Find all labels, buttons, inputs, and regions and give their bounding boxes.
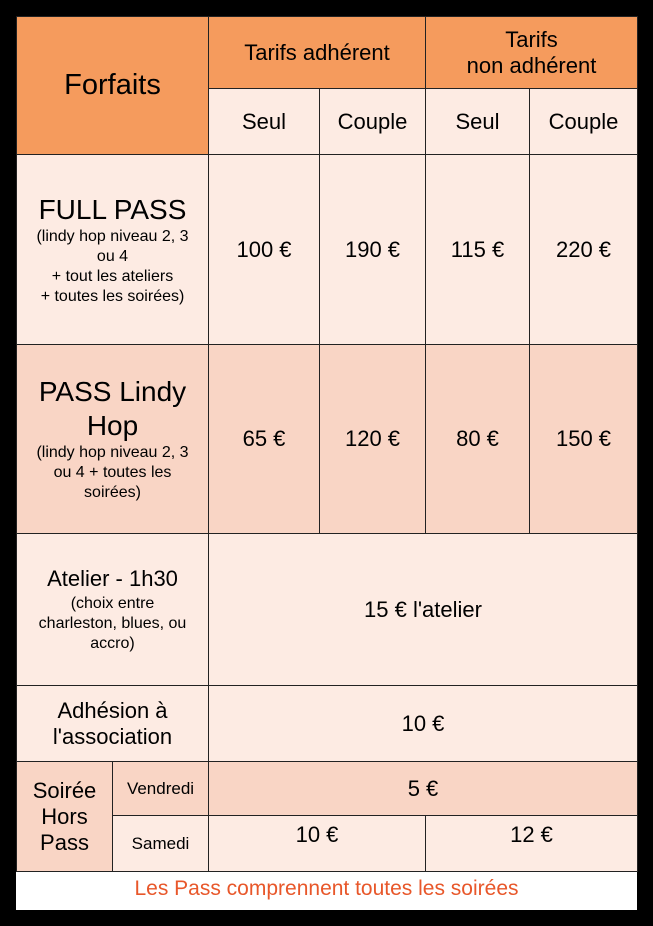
row-soiree-vendredi <box>17 762 638 816</box>
header-adherent-couple: Couple <box>320 89 426 155</box>
forfaits-label: Forfaits <box>64 69 161 101</box>
samedi-non-adherent-price: 12 € <box>426 816 638 872</box>
full-pass-adherent-seul: 100 € <box>209 155 320 345</box>
pass-lindy-adherent-seul: 65 € <box>209 345 320 534</box>
atelier-price: 15 € l'atelier <box>209 534 638 686</box>
samedi-label: Samedi <box>113 816 209 872</box>
row-adhesion <box>17 686 638 762</box>
vendredi-label: Vendredi <box>113 762 209 816</box>
atelier-label: Atelier - 1h30 (choix entre charleston, blues, ou accro) <box>17 534 209 686</box>
full-pass-adherent-couple: 190 € <box>320 155 426 345</box>
adhesion-label: Adhésion à l'association <box>17 686 209 762</box>
row-pass-lindy <box>17 345 638 534</box>
row-atelier <box>17 534 638 686</box>
pass-lindy-non-adherent-couple: 150 € <box>530 345 638 534</box>
adhesion-price: 10 € <box>209 686 638 762</box>
full-pass-non-adherent-seul: 115 € <box>426 155 530 345</box>
header-forfaits <box>17 17 209 155</box>
full-pass-non-adherent-couple: 220 € <box>530 155 638 345</box>
header-tarifs-adherent: Tarifs adhérent <box>209 17 426 89</box>
pass-lindy-adherent-couple: 120 € <box>320 345 426 534</box>
header-non-adherent-seul: Seul <box>426 89 530 155</box>
full-pass-label: FULL PASS (lindy hop niveau 2, 3 ou 4 + tout les ateliers + toutes les soirées) <box>17 155 209 345</box>
pass-lindy-label: PASS Lindy Hop (lindy hop niveau 2, 3 ou 4 + toutes les soirées) <box>17 345 209 534</box>
pass-lindy-non-adherent-seul: 80 € <box>426 345 530 534</box>
soiree-label: Soirée Hors Pass <box>17 762 113 872</box>
row-full-pass <box>17 155 638 345</box>
header-tarifs-non-adherent: Tarifs non adhérent <box>426 17 638 89</box>
header-adherent-seul: Seul <box>209 89 320 155</box>
header-non-adherent-couple: Couple <box>530 89 638 155</box>
pricing-sheet <box>16 16 637 910</box>
samedi-adherent-price: 10 € <box>209 816 426 872</box>
pricing-table <box>16 16 638 872</box>
vendredi-price: 5 € <box>209 762 638 816</box>
footer-note: Les Pass comprennent toutes les soirées <box>134 877 519 900</box>
